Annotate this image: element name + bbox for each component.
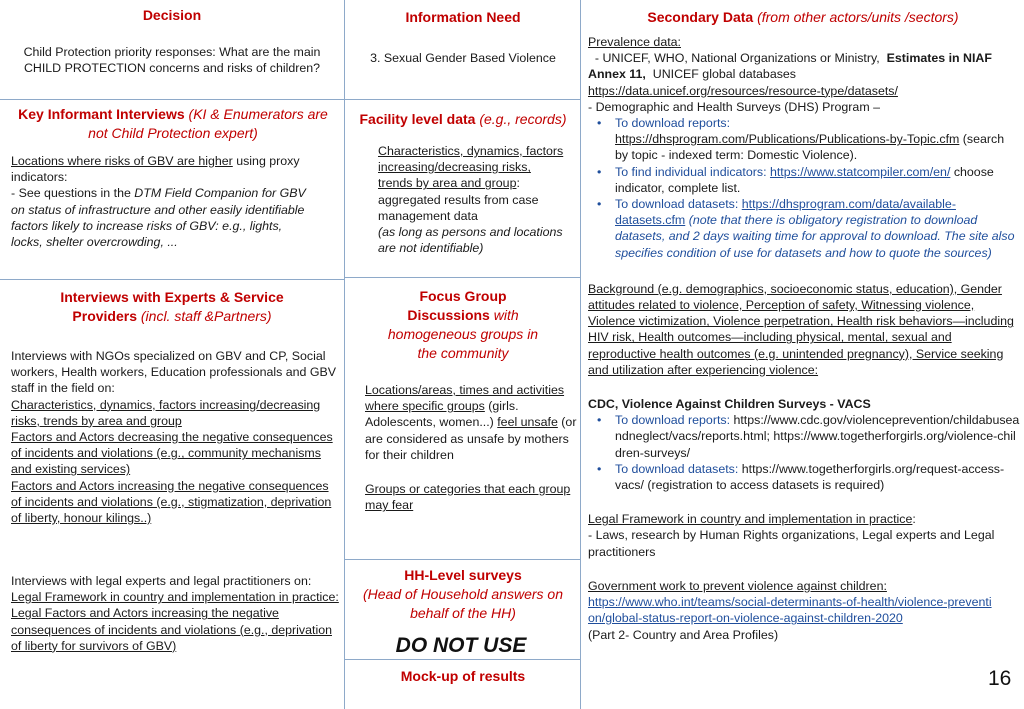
- niaf-annex-reference: Estimates in NIAF Annex 11,: [588, 51, 995, 82]
- bullet-icon: •: [597, 413, 602, 428]
- legal-framework-secondary: [588, 511, 1020, 560]
- government-work-label: Government work to prevent violence against children:: [588, 578, 887, 593]
- fgd-feel-rest: (or are considered as unsafe by mothers for their children: [365, 415, 577, 462]
- dhs-reports-rest: (search by topic - indexed term: Domestic Violence).: [615, 132, 1005, 163]
- facility-underlined: Characteristics, dynamics, factors increasing/decreasing risks, trends by area and group: [378, 144, 564, 191]
- secondary-data-heading: [582, 8, 1024, 27]
- facility-text: [378, 143, 568, 224]
- cdc-list: [588, 412, 1020, 493]
- fgd-section-title: [378, 287, 548, 363]
- ki-see: [11, 185, 311, 250]
- ki-see-italic: DTM Field Companion for GBV on status of infrastructure and other easily identifiable factors likely to increase risks of GBV: e.g., lights, locks, shelter overcrowding, ...: [11, 186, 306, 250]
- facility-note: (as long as persons and locations are not identifiable): [378, 225, 563, 256]
- dhs-datasets-item: [588, 196, 1020, 261]
- dhs-label: - Demographic and Health Surveys (DHS) Program –: [588, 99, 880, 114]
- dhs-datasets-note: (note that there is obligatory registration to download datasets, and 2 days waiting time for approval to download. The site also specifies condition of use for datasets and how to quote the sources): [615, 213, 1015, 260]
- fgd-locations-mid: (girls. Adolescents, women...): [365, 399, 519, 430]
- row-divider-decision: [0, 99, 580, 100]
- decision-heading: Decision: [142, 7, 202, 23]
- legal-intro: Interviews with legal experts and legal practitioners on:: [11, 574, 312, 588]
- information-need-value: 3. Sexual Gender Based Violence: [370, 51, 556, 65]
- column-divider-2: [580, 0, 581, 709]
- ki-body: [11, 153, 311, 250]
- prevalence-label: Prevalence data:: [588, 35, 681, 49]
- row-divider-ki: [0, 279, 344, 280]
- cdc-reports-label: To download reports:: [615, 413, 731, 428]
- facility-rest: : aggregated results from case management data: [378, 176, 539, 223]
- legal-framework-colon: :: [912, 512, 916, 527]
- column-divider-1: [344, 0, 345, 709]
- legal-body: [11, 573, 341, 654]
- dhs-indicators-label: To find individual indicators:: [615, 164, 770, 179]
- experts-subtitle: (incl. staff &Partners): [140, 308, 272, 324]
- ki-subtitle: (KI & Enumerators are not Child Protection expert): [88, 106, 328, 141]
- experts-item-2: Factors and Actors decreasing the negative consequences of incidents and violations (e.g., community mechanisms and existing services): [11, 430, 333, 477]
- facility-title: Facility level data: [359, 111, 476, 127]
- ki-title: Key Informant Interviews: [18, 106, 185, 122]
- hh-title: HH-Level surveys: [404, 567, 522, 583]
- experts-item-1: Characteristics, dynamics, factors increasing/decreasing risks, trends by area and group: [11, 397, 321, 428]
- background-topics: Background (e.g. demographics, socioeconomic status, education), Gender attitudes related to violence, Perception of safety, Witnessing violence, Violence victimization, Violence perpetration, Health risk behaviors—including HIV risk, Health outcomes—including physical, mental, sexual and reproductive health outcomes (e.g. unintended pregnancy), Service seeking and utilization after experiencing violence:: [588, 281, 1014, 377]
- dhs-list: [588, 115, 1020, 261]
- statcompiler-link[interactable]: https://www.statcompiler.com/en/: [769, 164, 951, 179]
- legal-framework-underlined: Legal Framework in country and implementation in practice: [588, 512, 913, 527]
- ki-locations-underlined: Locations where risks of GBV are higher: [11, 154, 233, 168]
- who-report-link[interactable]: https://www.who.int/teams/social-determinants-of-health/violence-prevention/global-status-report-on-violence-against-children-2020: [588, 595, 992, 626]
- cdc-reports-rest: https://www.cdc.gov/violenceprevention/childabuseandneglect/vacs/reports.html; https://www.togetherforgirls.org/violence-children-surveys/: [615, 413, 1020, 460]
- row-divider-hh: [344, 659, 580, 660]
- bullet-icon: •: [597, 461, 602, 476]
- experts-section-title: [30, 288, 314, 326]
- unicef-datasets-link[interactable]: https://data.unicef.org/resources/resource-type/datasets/: [588, 83, 898, 98]
- do-not-use-warning: DO NOT USE: [395, 634, 527, 657]
- dhs-reports-label: To download reports:: [615, 116, 731, 131]
- part2-profiles: (Part 2- Country and Area Profiles): [588, 627, 779, 642]
- bullet-icon: •: [597, 197, 602, 212]
- secondary-data-body: [588, 34, 1020, 643]
- information-need-heading: Information Need: [405, 9, 521, 25]
- dhs-reports-item: [588, 115, 1020, 164]
- facility-subtitle: (e.g., records): [479, 111, 567, 127]
- legal-item-2: Legal Factors and Actors increasing the negative consequences of incidents and violations (e.g., deprivation of liberty for survivors of GBV): [11, 606, 332, 653]
- page-number: 16: [988, 667, 1012, 690]
- ki-section-title: [10, 105, 336, 143]
- fgd-locations: [365, 382, 577, 463]
- secondary-data-subtitle: (from other actors/units /sectors): [757, 9, 959, 25]
- mockup-of-results: Mock-up of results: [400, 668, 526, 684]
- prevalence-line-a: - UNICEF, WHO, National Organizations or Ministry,: [588, 51, 887, 66]
- dhs-indicators-rest: choose indicator, complete list.: [615, 164, 994, 195]
- dhs-reports-link[interactable]: https://dhsprogram.com/Publications/Publications-by-Topic.cfm: [615, 132, 960, 147]
- legal-item-1: Legal Framework in country and implementation in practice:: [11, 590, 339, 605]
- legal-framework-rest: - Laws, research by Human Rights organizations, Legal experts and Legal practitioners: [588, 528, 995, 559]
- decision-question: Child Protection priority responses: What are the main CHILD PROTECTION concerns and risks of children?: [23, 45, 321, 76]
- row-divider-fgd: [344, 559, 580, 560]
- row-divider-facility: [344, 277, 580, 278]
- facility-body: [378, 143, 568, 256]
- experts-body: [11, 348, 341, 526]
- hh-subtitle: (Head of Household answers on behalf of the HH): [362, 586, 563, 621]
- ki-locations: [11, 153, 311, 185]
- fgd-body: [365, 382, 577, 513]
- prevalence-sources: [588, 50, 1020, 82]
- experts-item-3: Factors and Actors increasing the negative consequences of incidents and violations (e.g., stigmatization, deprivation of liberty, honour kilings..): [11, 478, 332, 526]
- cdc-datasets-label: To download datasets:: [615, 461, 739, 476]
- ki-locations-rest: using proxy indicators:: [11, 154, 300, 185]
- fgd-locations-underlined: Locations/areas, times and activities where specific groups: [365, 383, 565, 414]
- cdc-vacs-title: CDC, Violence Against Children Surveys - VACS: [588, 397, 871, 412]
- fgd-feel-unsafe: feel unsafe: [497, 415, 558, 430]
- ki-see-pre: - See questions in the: [11, 186, 135, 201]
- dhs-datasets-label: To download datasets:: [615, 197, 742, 212]
- cdc-reports-item: [588, 412, 1020, 461]
- prevalence-line-b: UNICEF global databases: [645, 67, 796, 82]
- dhs-datasets-link[interactable]: https://dhsprogram.com/data/available-datasets.cfm: [615, 197, 956, 228]
- fgd-title: Focus Group Discussions: [407, 288, 507, 323]
- fgd-subtitle: with homogeneous groups in the community: [387, 307, 539, 361]
- bullet-icon: •: [597, 164, 602, 179]
- experts-intro: Interviews with NGOs specialized on GBV and CP, Social workers, Health workers, Education professionals and GBV staff in the field on:: [11, 349, 337, 396]
- secondary-data-title: Secondary Data: [647, 9, 754, 25]
- facility-section-title: [346, 110, 580, 129]
- cdc-datasets-item: [588, 461, 1020, 493]
- hh-section-title: [358, 566, 568, 623]
- bullet-icon: •: [597, 116, 602, 131]
- cdc-datasets-rest: https://www.togetherforgirls.org/request-access-vacs/ (registration to access datasets is required): [615, 461, 1005, 493]
- dhs-indicators-item: [588, 164, 1020, 196]
- fgd-groups: Groups or categories that each group may fear: [365, 482, 571, 513]
- experts-title: Interviews with Experts & Service Providers: [60, 289, 284, 324]
